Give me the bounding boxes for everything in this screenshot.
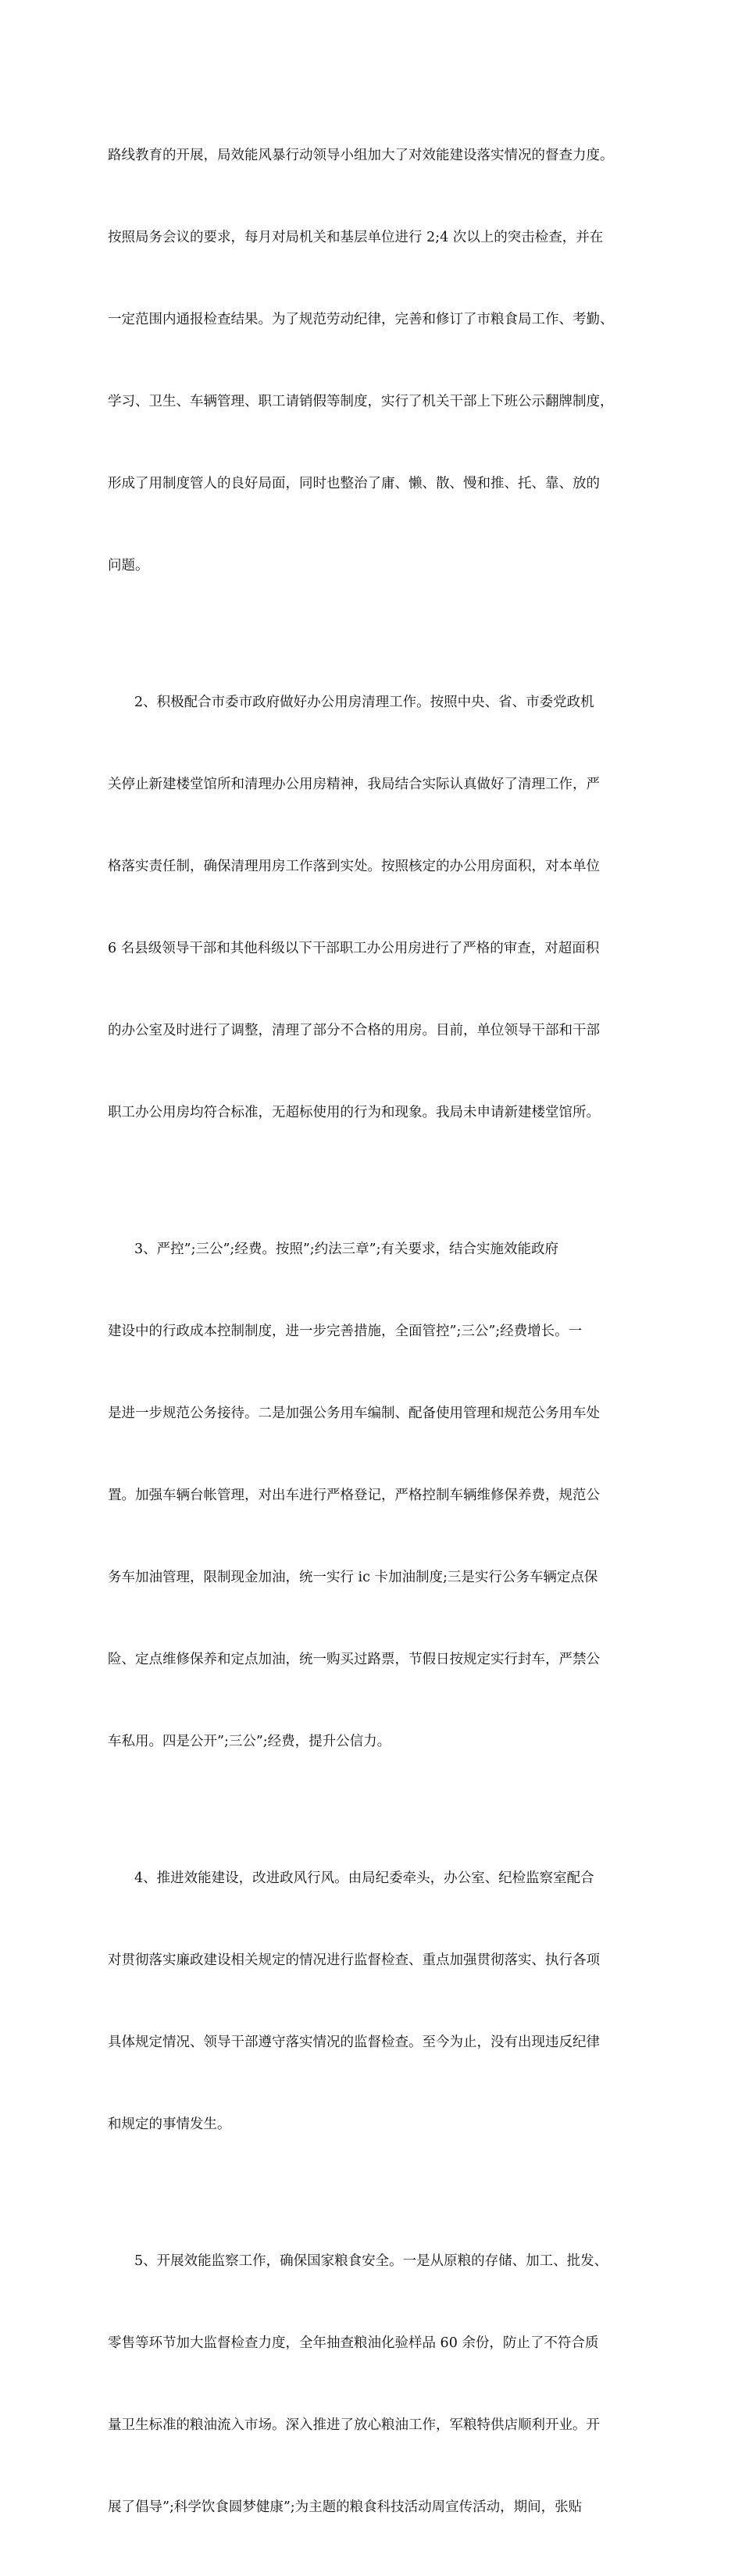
text-line: 置。加强车辆台帐管理，对出车进行严格登记，严格控制车辆维修保养费，规范公	[108, 1488, 600, 1503]
text-line: 展了倡导”;科学饮食圆梦健康”;为主题的粮食科技活动周宣传活动，期间，张贴	[108, 2499, 583, 2515]
text-line: 对贯彻落实廉政建设相关规定的情况进行监督检查、重点加强贯彻落实、执行各项	[108, 1953, 600, 1968]
text-line: 5、开展效能监察工作，确保国家粮食安全。一是从原粮的存储、加工、批发、	[134, 2253, 608, 2269]
document-body	[108, 88, 647, 2576]
paragraph-continuation	[108, 88, 647, 634]
text-line: 路线教育的开展，局效能风暴行动领导小组加大了对效能建设落实情况的督查力度。	[108, 148, 614, 163]
text-line: 4、推进效能建设，改进政风行风。由局纪委牵头，办公室、纪检监察室配合	[134, 1870, 594, 1886]
paragraph-item-3	[108, 1181, 647, 1810]
text-line: 形成了用制度管人的良好局面，同时也整治了庸、懒、散、慢和推、托、靠、放的	[108, 476, 600, 491]
text-line: 2、积极配合市委市政府做好办公用房清理工作。按照中央、省、市委党政机	[134, 695, 594, 710]
text-line: 职工办公用房均符合标准，无超标使用的行为和现象。我局未申请新建楼堂馆所。	[108, 1105, 600, 1120]
text-line: 建设中的行政成本控制制度，进一步完善措施，全面管控”;三公”;经费增长。一	[108, 1324, 583, 1339]
text-line: 是进一步规范公务接待。二是加强公务用车编制、配备使用管理和规范公务用车处	[108, 1406, 600, 1421]
paragraph-item-4	[108, 1810, 647, 2193]
text-line: 按照局务会议的要求，每月对局机关和基层单位进行 2;4 次以上的突击检查，并在	[108, 230, 604, 245]
paragraph-item-2	[108, 634, 647, 1181]
text-line: 一定范围内通报检查结果。为了规范劳动纪律，完善和修订了市粮食局工作、考勤、	[108, 312, 614, 327]
text-line: 车私用。四是公开”;三公”;经费，提升公信力。	[108, 1734, 391, 1749]
text-line: 务车加油管理，限制现金加油，统一实行 ic 卡加油制度;三是实行公务车辆定点保	[108, 1570, 598, 1585]
text-line: 3、严控”;三公”;经费。按照”;约法三章”;有关要求，结合实施效能政府	[134, 1242, 559, 1257]
text-line: 问题。	[108, 558, 149, 573]
text-line: 量卫生标准的粮油流入市场。深入推进了放心粮油工作，军粮特供店顺利开业。开	[108, 2417, 600, 2433]
text-line: 格落实责任制，确保清理用房工作落到实处。按照核定的办公用房面积，对本单位	[108, 859, 600, 874]
text-line: 具体规定情况、领导干部遵守落实情况的监督检查。至今为止，没有出现违反纪律	[108, 2035, 600, 2050]
text-line: 的办公室及时进行了调整，清理了部分不合格的用房。目前，单位领导干部和干部	[108, 1023, 600, 1038]
text-line: 零售等环节加大监督检查力度，全年抽查粮油化验样品 60 余份，防止了不符合质	[108, 2335, 599, 2351]
text-line: 学习、卫生、车辆管理、职工请销假等制度，实行了机关干部上下班公示翻牌制度，	[108, 394, 614, 409]
text-line: 关停止新建楼堂馆所和清理办公用房精神，我局结合实际认真做好了清理工作，严	[108, 777, 600, 792]
text-line: 和规定的事情发生。	[108, 2117, 231, 2132]
text-line: 6 名县级领导干部和其他科级以下干部职工办公用房进行了严格的审查，对超面积	[108, 941, 600, 956]
paragraph-item-5	[108, 2193, 647, 2576]
text-line: 险、定点维修保养和定点加油，统一购买过路票，节假日按规定实行封车，严禁公	[108, 1652, 600, 1667]
